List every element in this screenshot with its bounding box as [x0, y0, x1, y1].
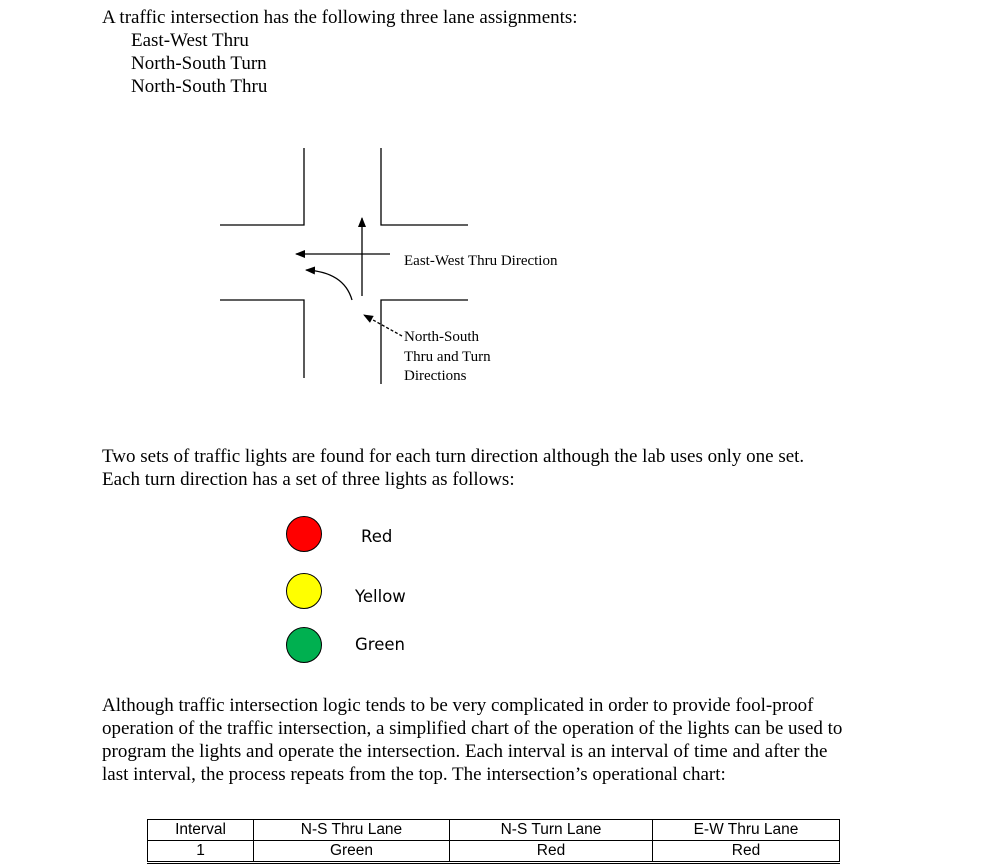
table-header: Interval — [148, 820, 254, 841]
chart-intro-line: program the lights and operate the intersection. Each interval is an interval of time and after the — [102, 741, 828, 762]
ns-direction-label: Thru and Turn — [404, 348, 491, 365]
intersection-diagram — [0, 0, 988, 430]
chart-intro-line: last interval, the process repeats from the top. The intersection’s operational chart: — [102, 764, 726, 785]
chart-intro-line: Although traffic intersection logic tends to be very complicated in order to provide fool-proof — [102, 695, 814, 716]
lane-item: North-South Thru — [131, 76, 268, 97]
lane-item: East-West Thru — [131, 30, 249, 51]
yellow-light — [286, 573, 322, 609]
yellow-light-label: Yellow — [355, 587, 406, 606]
green-light — [286, 627, 322, 663]
table-header: N-S Turn Lane — [450, 820, 653, 841]
table-row — [148, 841, 840, 863]
road-edge — [220, 148, 304, 225]
red-light-label: Red — [361, 527, 393, 546]
ew-direction-label: East-West Thru Direction — [404, 253, 558, 269]
table-header-row — [148, 820, 840, 841]
lights-intro-line: Two sets of traffic lights are found for each turn direction although the lab uses only one set. — [102, 446, 805, 467]
table-header: N-S Thru Lane — [254, 820, 450, 841]
ns-direction-label: Directions — [404, 368, 467, 384]
lane-item: North-South Turn — [131, 53, 267, 74]
table-cell: Green — [254, 841, 450, 863]
chart-intro-line: operation of the traffic intersection, a simplified chart of the operation of the lights can be used to — [102, 718, 843, 739]
intro-heading: A traffic intersection has the following three lane assignments: — [102, 7, 578, 28]
lights-intro-line: Each turn direction has a set of three lights as follows: — [102, 469, 515, 490]
red-light — [286, 516, 322, 552]
table-header: E-W Thru Lane — [653, 820, 840, 841]
table-cell: Red — [450, 841, 653, 863]
ns-direction-label: North-South — [404, 329, 479, 345]
ns-turn-arrow — [306, 270, 352, 300]
road-edge — [381, 148, 468, 225]
table-cell: Red — [653, 841, 840, 863]
table-cell: 1 — [148, 841, 254, 863]
road-edge — [220, 300, 304, 378]
leader-line — [364, 315, 402, 336]
operational-chart-table — [147, 819, 840, 864]
green-light-label: Green — [355, 635, 405, 654]
